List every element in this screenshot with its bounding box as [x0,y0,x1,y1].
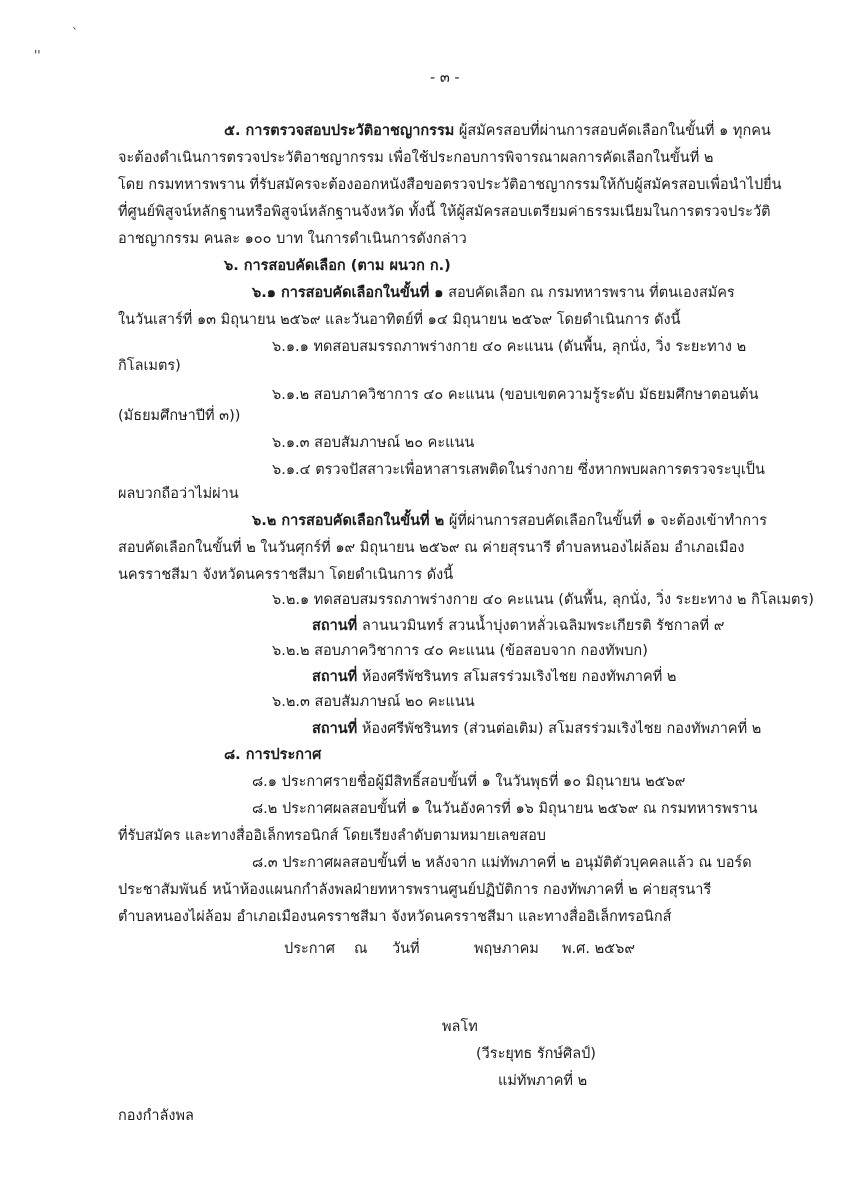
section-5-line-1 [224,121,771,141]
section-6-2-line-1 [252,511,767,531]
section-5-line-2: จะต้องดำเนินการตรวจประวัติอาชญากรรม เพื่อใช้ประกอบการพิจารณาผลการคัดเลือกในขั้นที่ ๒ [118,150,714,166]
announcement-8-2-cont: ที่รับสมัคร และทางสื่ออิเล็กทรอนิกส์ โดยเรียงลำดับตามหมายเลขสอบ [118,828,547,844]
item-6-1-1-cont: กิโลเมตร) [118,358,181,374]
item-6-1-1: ๖.๑.๑ ทดสอบสมรรถภาพร่างกาย ๔๐ คะแนน (ดันพื้น, ลุกนั่ง, วิ่ง ระยะทาง ๒ [272,339,747,355]
item-6-2-3-venue [312,719,761,739]
signer-name: (วีระยุทธ รักษ์ศิลป์) [476,1046,596,1062]
item-6-2-3: ๖.๒.๓ สอบสัมภาษณ์ ๒๐ คะแนน [272,694,475,710]
announcement-8-2: ๘.๒ ประกาศผลสอบขั้นที่ ๑ ในวันอังคารที่ ๑๖ มิถุนายน ๒๕๖๙ ณ กรมทหารพราน [252,801,758,817]
venue-text: ลานนวมินทร์ สวนน้ำบุ่งตาหลั่วเฉลิมพระเกียรติ รัชกาลที่ ๙ [361,618,725,634]
announce-year: พ.ศ. ๒๕๖๙ [562,941,635,957]
section-6-2-line-2: สอบคัดเลือกในขั้นที่ ๒ ในวันศุกร์ที่ ๑๙ มิถุนายน ๒๕๖๙ ณ ค่ายสุรนารี ตำบลหนองไผ่ล้อม อำเภอเมือง [118,540,745,556]
announcement-8-3-cont-1: ประชาสัมพันธ์ หน้าห้องแผนกกำลังพลฝ่ายทหารพรานศูนย์ปฏิบัติการ กองทัพภาคที่ ๒ ค่ายสุรนารี [118,882,712,898]
item-6-1-2: ๖.๑.๒ สอบภาควิชาการ ๔๐ คะแนน (ขอบเขตความรู้ระดับ มัธยมศึกษาตอนต้น [272,387,759,403]
signer-rank: พลโท [442,1019,478,1035]
section-5-line-5: อาชญากรรม คนละ ๑๐๐ บาท ในการดำเนินการดังกล่าว [118,231,467,247]
margin-mark-top: ` [72,26,78,40]
item-6-1-4-cont: ผลบวกถือว่าไม่ผ่าน [118,486,239,502]
section-5-line-3: โดย กรมทหารพราน ที่รับสมัครจะต้องออกหนังสือขอตรวจประวัติอาชญากรรมให้กับผู้สมัครสอบเพื่อนำไปยื่น [118,177,782,193]
section-8-heading: ๘. การประกาศ [224,747,322,763]
item-6-2-1-venue [312,616,724,636]
venue-label: สถานที่ [312,721,358,737]
item-6-1-3: ๖.๑.๓ สอบสัมภาษณ์ ๒๐ คะแนน [272,435,475,451]
margin-mark-left: '' [34,48,41,62]
venue-label: สถานที่ [312,669,358,685]
announce-day: วันที่ [392,941,420,957]
announce-at: ณ [354,941,368,957]
section-6-1-heading: ๖.๑ การสอบคัดเลือกในขั้นที่ ๑ [252,285,444,301]
section-6-1-line-2: ในวันเสาร์ที่ ๑๓ มิถุนายน ๒๕๖๙ และวันอาทิตย์ที่ ๑๔ มิถุนายน ๒๕๖๙ โดยดำเนินการ ดังนี้ [118,312,681,328]
venue-text: ห้องศรีพัชรินทร สโมสรร่วมเริงไชย กองทัพภาคที่ ๒ [361,669,677,685]
section-5-line-1-text: ผู้สมัครสอบที่ผ่านการสอบคัดเลือกในขั้นที่ ๑ ทุกคน [458,123,771,139]
item-6-2-2-venue [312,667,676,687]
section-6-heading: ๖. การสอบคัดเลือก (ตาม ผนวก ก.) [224,258,451,274]
section-6-2-line-3: นครราชสีมา จังหวัดนครราชสีมา โดยดำเนินการ ดังนี้ [118,567,454,583]
section-5-line-4: ที่ศูนย์พิสูจน์หลักฐานหรือพิสูจน์หลักฐานจังหวัด ทั้งนี้ ให้ผู้สมัครสอบเตรียมค่าธรรมเนียมในการตรวจประวัติ [118,204,771,220]
announce-label: ประกาศ [284,941,335,957]
announce-month: พฤษภาคม [474,941,539,957]
venue-label: สถานที่ [312,618,358,634]
announcement-8-3: ๘.๓ ประกาศผลสอบขั้นที่ ๒ หลังจาก แม่ทัพภาคที่ ๒ อนุมัติตัวบุคคลแล้ว ณ บอร์ด [252,855,752,871]
section-6-1-line-1-text: สอบคัดเลือก ณ กรมทหารพราน ที่ตนเองสมัคร [448,285,735,301]
announcement-8-1: ๘.๑ ประกาศรายชื่อผู้มีสิทธิ์สอบขั้นที่ ๑ ในวันพุธที่ ๑๐ มิถุนายน ๒๕๖๙ [252,774,686,790]
section-5-heading: ๕. การตรวจสอบประวัติอาชญากรรม [224,123,455,139]
signer-position: แม่ทัพภาคที่ ๒ [498,1073,588,1089]
issuing-unit: กองกำลังพล [118,1108,194,1124]
item-6-1-2-cont: (มัธยมศึกษาปีที่ ๓)) [118,408,241,424]
section-6-2-heading: ๖.๒ การสอบคัดเลือกในขั้นที่ ๒ [252,513,445,529]
section-6-2-line-1-text: ผู้ที่ผ่านการสอบคัดเลือกในขั้นที่ ๑ จะต้องเข้าทำการ [448,513,768,529]
announcement-8-3-cont-2: ตำบลหนองไผ่ล้อม อำเภอเมืองนครราชสีมา จังหวัดนครราชสีมา และทางสื่ออิเล็กทรอนิกส์ [118,909,672,925]
page-number: - ๓ - [430,70,460,86]
item-6-2-2: ๖.๒.๒ สอบภาควิชาการ ๔๐ คะแนน (ข้อสอบจาก กองทัพบก) [272,643,648,659]
section-6-1-line-1 [252,283,735,303]
venue-text: ห้องศรีพัชรินทร (ส่วนต่อเติม) สโมสรร่วมเริงไชย กองทัพภาคที่ ๒ [361,721,762,737]
item-6-1-4: ๖.๑.๔ ตรวจปัสสาวะเพื่อหาสารเสพติดในร่างกาย ซึ่งหากพบผลการตรวจระบุเป็น [272,462,765,478]
item-6-2-1: ๖.๒.๑ ทดสอบสมรรถภาพร่างกาย ๔๐ คะแนน (ดันพื้น, ลุกนั่ง, วิ่ง ระยะทาง ๒ กิโลเมตร) [272,592,814,608]
